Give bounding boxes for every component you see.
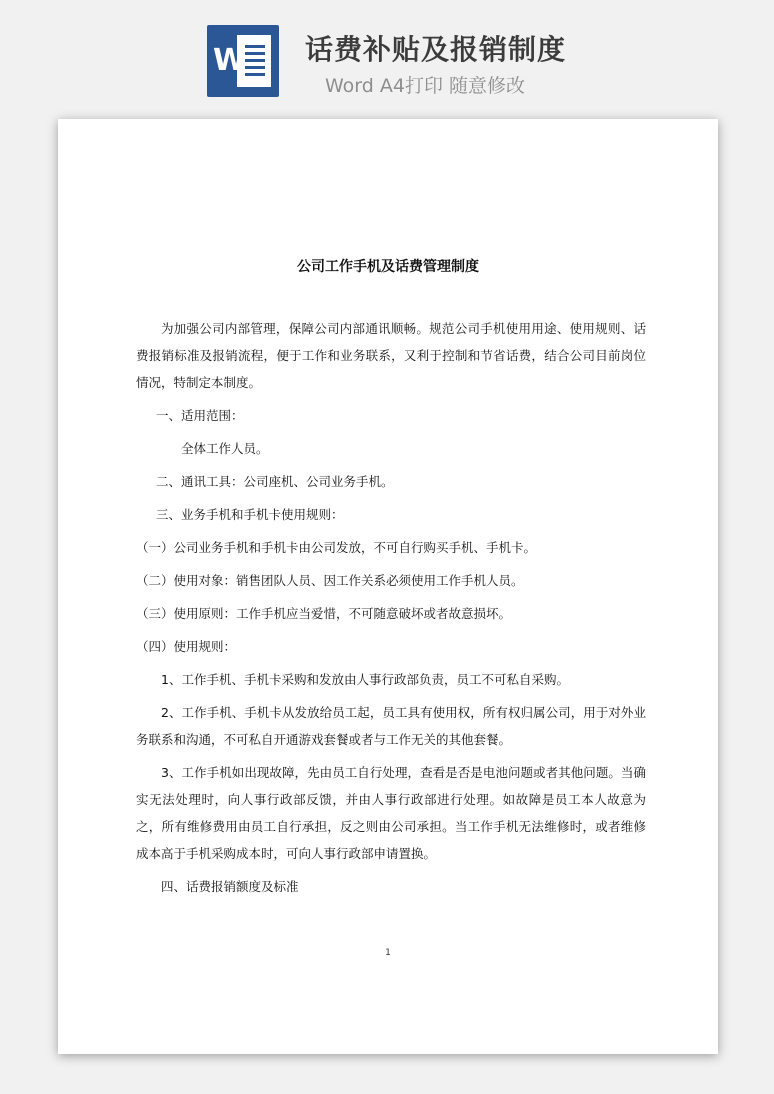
page-number: 1: [385, 948, 391, 958]
page-title: 话费补贴及报销制度: [305, 33, 567, 66]
paragraph: 一、适用范围：: [156, 408, 244, 423]
paragraph: 二、通讯工具：公司座机、公司业务手机。: [156, 474, 394, 489]
document-body: [136, 315, 646, 906]
header: [0, 0, 774, 118]
paragraph: 为加强公司内部管理，保障公司内部通讯顺畅。规范公司手机使用用途、使用规则、话费报销标准及报销流程，便于工作和业务联系，又利于控制和节省话费，结合公司目前岗位情况，特制定本制度。: [136, 321, 646, 390]
page-subtitle: Word A4打印 随意修改: [325, 75, 526, 97]
paragraph: 1、工作手机、手机卡采购和发放由人事行政部负责，员工不可私自采购。: [161, 672, 569, 687]
document-page: [58, 119, 718, 1054]
paragraph: （一）公司业务手机和手机卡由公司发放，不可自行购买手机、手机卡。: [136, 540, 537, 555]
paragraph: 3、工作手机如出现故障，先由员工自行处理，查看是否是电池问题或者其他问题。当确实无法处理时，向人事行政部反馈，并由人事行政部进行处理。如故障是员工本人故意为之，所有维修费用由员工自行承担，反之则由公司承担。当工作手机无法维修时，或者维修成本高于手机采购成本时，可向人事行政部申请置换。: [136, 765, 646, 861]
paragraph: 全体工作人员。: [181, 441, 269, 456]
paragraph: 2、工作手机、手机卡从发放给员工起，员工具有使用权，所有权归属公司，用于对外业务联系和沟通，不可私自开通游戏套餐或者与工作无关的其他套餐。: [136, 705, 646, 747]
word-letter: W: [213, 43, 247, 78]
document-title: 公司工作手机及话费管理制度: [297, 259, 479, 275]
paragraph: 四、话费报销额度及标准: [161, 879, 299, 894]
word-doc-icon: [207, 25, 279, 97]
paragraph: （三）使用原则：工作手机应当爱惜，不可随意破坏或者故意损坏。: [136, 606, 512, 621]
paragraph: （四）使用规则：: [136, 639, 237, 654]
paragraph: （二）使用对象：销售团队人员、因工作关系必须使用工作手机人员。: [136, 573, 524, 588]
paragraph: 三、业务手机和手机卡使用规则：: [156, 507, 344, 522]
